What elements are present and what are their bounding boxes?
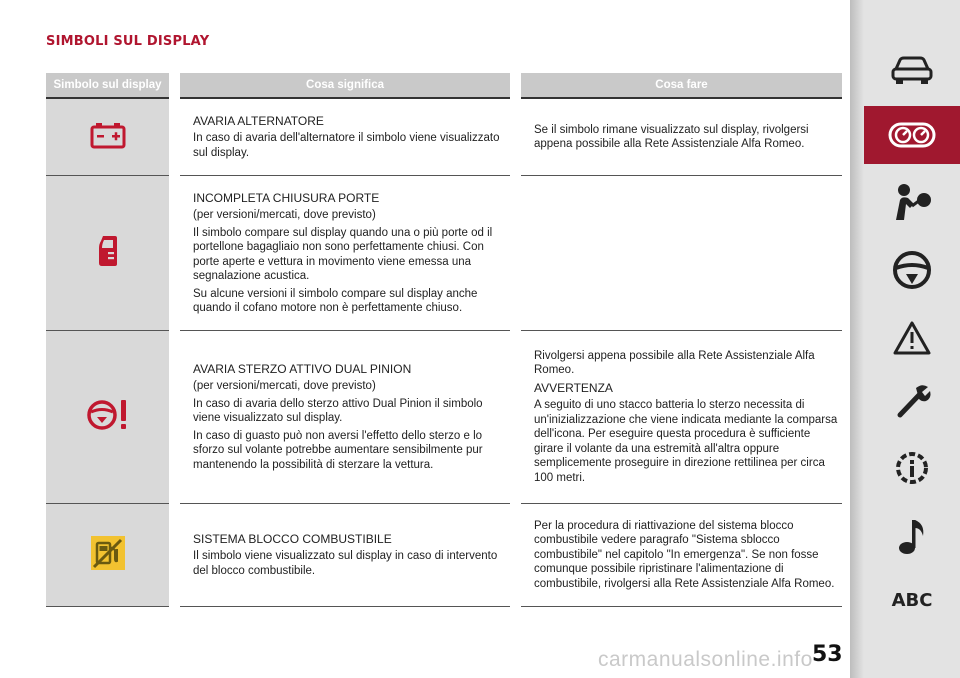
sidebar-item-driving[interactable] — [864, 242, 960, 298]
table-row — [46, 331, 842, 504]
symbol-cell — [46, 504, 169, 607]
warning-heading: AVVERTENZA — [534, 380, 613, 395]
car-icon — [890, 55, 934, 85]
section-title: SIMBOLI SUL DISPLAY — [46, 34, 210, 49]
meaning-text: In caso di guasto può non aversi l'effetto dello sterzo e lo sforzo sul volante potrebbe aumentare sensibilmente pur mantenendo la possibilità di sterzare la vettura. — [193, 429, 483, 471]
watermark: carmanualsonline.info — [598, 648, 813, 671]
meaning-title: AVARIA ALTERNATORE — [193, 113, 324, 128]
action-cell — [521, 504, 842, 607]
meaning-cell — [180, 331, 510, 504]
symbol-cell — [46, 331, 169, 504]
symbols-table — [46, 73, 842, 607]
steering-wheel-icon — [892, 250, 932, 290]
table-row — [46, 176, 842, 331]
action-cell — [521, 331, 842, 504]
meaning-text: In caso di avaria dello sterzo attivo Dual Pinion il simbolo viene visualizzato sul display. — [193, 397, 483, 425]
index-label: ABC — [891, 589, 933, 611]
sidebar-item-warnings[interactable] — [864, 310, 960, 366]
action-text: A seguito di uno stacco batteria lo sterzo necessita di un'inizializzazione che viene indicata mediante la comparsa dell'icona. Per eseguire questa procedura è sufficiente girare il volante da una estremità all'altra oppure semplicemente proseguire in direzione rettilinea per circa 100 metri. — [534, 399, 838, 484]
sidebar-item-emergency[interactable] — [864, 374, 960, 430]
meaning-text: Il simbolo viene visualizzato sul display in caso di intervento del blocco combustibile. — [193, 550, 498, 577]
meaning-cell — [180, 98, 510, 176]
meaning-text: (per versioni/mercati, dove previsto) — [193, 380, 376, 393]
airbag-safety-icon — [890, 182, 934, 222]
meaning-text: (per versioni/mercati, dove previsto) — [193, 209, 376, 221]
meaning-text: Il simbolo compare sul display quando una o più porte od il portellone bagagliaio non sono perfettamente chiusi. Con porte aperte e vettura in movimento viene emessa una segnalazione acustica. — [193, 226, 493, 282]
table-header-row — [46, 73, 842, 98]
action-cell — [521, 98, 842, 176]
sidebar-item-dashboard[interactable] — [864, 106, 960, 164]
header-action: Cosa fare — [521, 73, 842, 98]
steering-failure-icon — [86, 397, 130, 433]
battery-alternator-icon — [90, 121, 126, 149]
page-number: 53 — [812, 642, 843, 667]
music-note-icon — [895, 516, 929, 556]
meaning-text: Su alcune versioni il simbolo compare sul display anche quando il cofano motore non è perfettamente chiuso. — [193, 287, 478, 314]
sidebar-item-maintenance[interactable] — [864, 440, 960, 496]
table-row — [46, 504, 842, 607]
meaning-text: In caso di avaria dell'alternatore il simbolo viene visualizzato sul display. — [193, 132, 500, 159]
header-symbol: Simbolo sul display — [46, 73, 169, 98]
symbol-cell — [46, 176, 169, 331]
symbol-cell — [46, 98, 169, 176]
wrench-icon — [892, 382, 932, 422]
meaning-title: SISTEMA BLOCCO COMBUSTIBILE — [193, 531, 392, 546]
technical-data-icon — [891, 447, 933, 489]
action-text: Rivolgersi appena possibile alla Rete Assistenziale Alfa Romeo. — [534, 349, 815, 377]
action-text: Se il simbolo rimane visualizzato sul display, rivolgersi appena possibile alla Rete Assistenziale Alfa Romeo. — [534, 123, 809, 150]
fuel-cutoff-icon — [90, 535, 126, 571]
meaning-title: INCOMPLETA CHIUSURA PORTE — [193, 190, 380, 205]
table-row — [46, 98, 842, 176]
header-meaning: Cosa significa — [180, 73, 510, 98]
sidebar-item-multimedia[interactable] — [864, 508, 960, 564]
sidebar-item-safety[interactable] — [864, 174, 960, 230]
meaning-cell — [180, 504, 510, 607]
sidebar-item-index[interactable] — [864, 572, 960, 628]
chapter-sidebar — [850, 0, 960, 678]
door-open-icon — [97, 234, 119, 268]
sidebar-item-car[interactable] — [864, 42, 960, 98]
warning-triangle-icon — [892, 320, 932, 356]
action-text: Per la procedura di riattivazione del sistema blocco combustibile vedere paragrafo "Sistema sblocco combustibile" nel capitolo "In emergenza". Se non fosse comunque possibile ripristinare l'alimentazione di combustibile, rivolgersi alla Rete Assistenziale Alfa Romeo. — [534, 519, 835, 590]
dashboard-gauges-icon — [888, 121, 936, 149]
action-cell — [521, 176, 842, 331]
meaning-cell — [180, 176, 510, 331]
meaning-title: AVARIA STERZO ATTIVO DUAL PINION — [193, 361, 412, 376]
